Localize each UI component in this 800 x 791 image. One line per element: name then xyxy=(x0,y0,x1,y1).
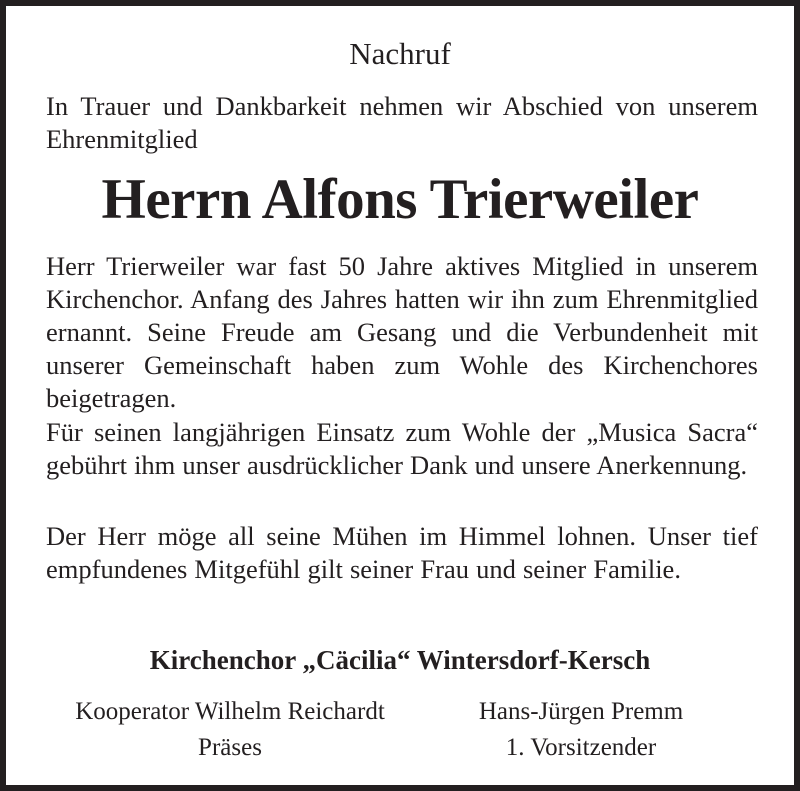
organization-name: Kirchenchor „Cäcilia“ Wintersdorf-Kersch xyxy=(149,645,651,675)
signatory-role: 1. Vorsitzender xyxy=(505,734,657,761)
signatory-name: Kooperator Wilhelm Reichardt xyxy=(75,698,385,725)
intro-text: In Trauer und Dankbarkeit nehmen wir Abschied von unserem Ehrenmitglied xyxy=(46,91,758,154)
deceased-name: Herrn Alfons Trierweiler xyxy=(101,168,699,231)
body-paragraph: Herr Trierweiler war fast 50 Jahre aktives Mitglied in unserem Kirchenchor. Anfang des Jahres hatten wir ihn zum Ehrenmitglied ernannt. Seine Freude am Gesang und die Verbundenheit mit unserer Gemeinschaft haben zum Wohle des Kirchenchores beigetragen. xyxy=(46,251,758,413)
body-paragraph: Der Herr möge all seine Mühen im Himmel lohnen. Unser tief empfundenes Mitgefühl gilt seiner Frau und seiner Familie. xyxy=(46,521,758,584)
signatory-left xyxy=(40,694,420,766)
notice-title: Nachruf xyxy=(349,36,451,71)
signatory-name: Hans-Jürgen Premm xyxy=(478,698,684,725)
signatory-role: Präses xyxy=(198,734,262,761)
body-paragraph: Für seinen langjährigen Einsatz zum Wohle der „Musica Sacra“ gebührt ihm unser ausdrücklicher Dank und unsere Anerkennung. xyxy=(46,417,758,480)
signatory-right xyxy=(436,694,726,766)
